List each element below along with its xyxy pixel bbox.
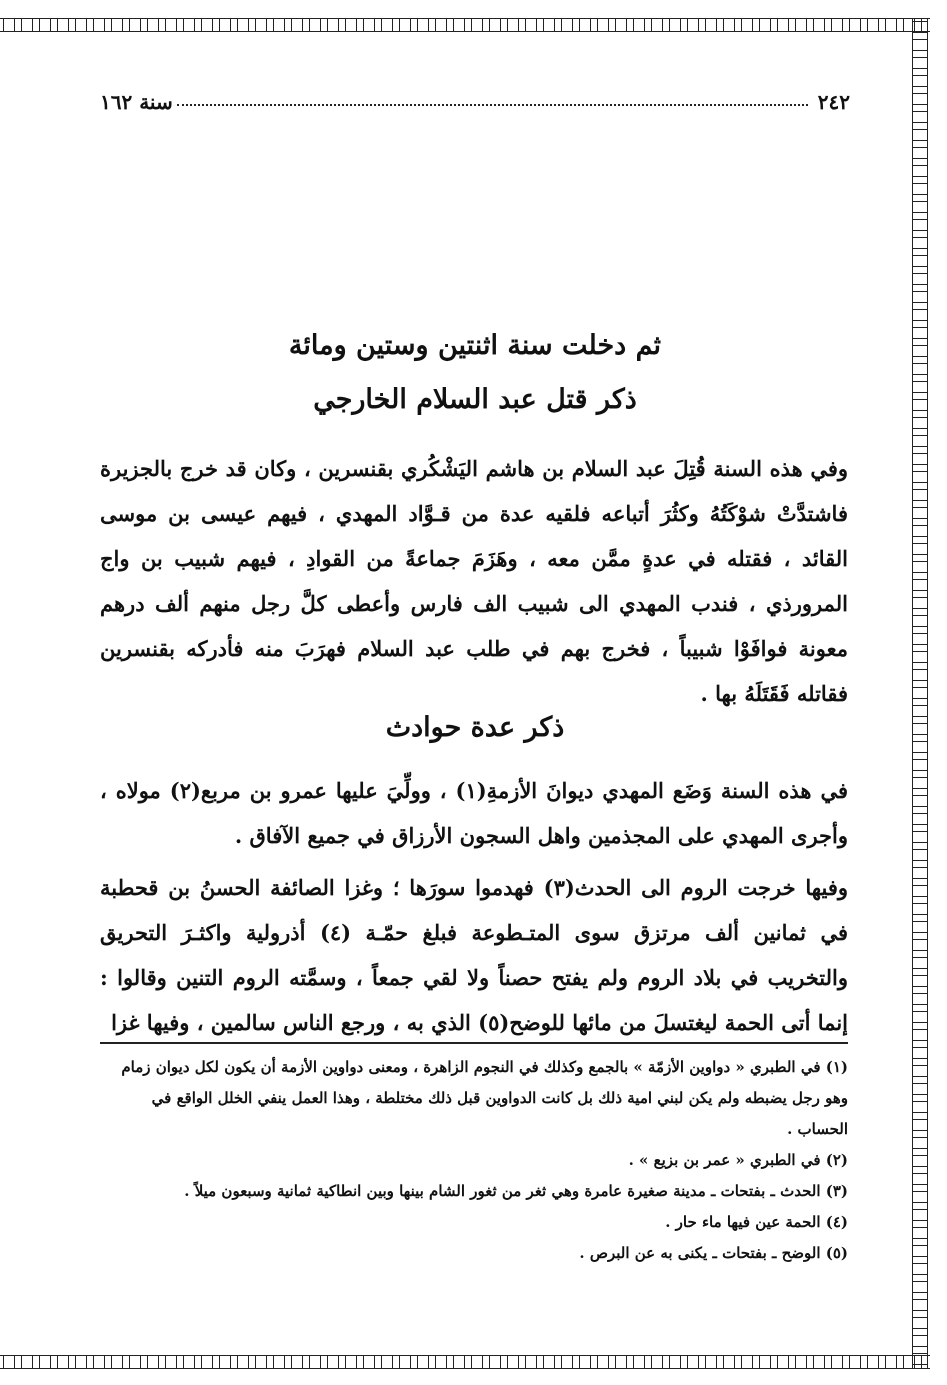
section-heading-1: ذكر قتل عبد السلام الخارجي (313, 384, 637, 415)
running-title: سنة ١٦٢ (100, 90, 173, 114)
running-header (100, 86, 850, 118)
page-number: ٢٤٢ (817, 90, 850, 114)
paragraph-3: وفيها خرجت الروم الى الحدث(٣) فهدموا سورَها ؛ وغزا الصائفة الحسنُ بن قحطبة في ثمانين ألف مرتزق سوى المتـطوعة فبلغ حمّـة (٤) أذرولية واكثـرَ التحريق والتخريب في بلاد الروم ولم يفتح حصناً ولا لقي جمعاً ، وسمَّته الروم التنين وقالوا : إنما أتى الحمة ليغتسلَ من مائها للوضح(٥) الذي به ، ورجع الناس سالمين ، وفيها غزا (100, 875, 849, 1035)
footnote-1: (١) في الطبري « دواوين الأزمّة » بالجمع وكذلك في النجوم الزاهرة ، ومعنى دواوين الأزمة أن يكون لكل ديوان زمام وهو رجل يضبطه ولم يكن لبني امية ذلك بل كانت الدواوين قبل ذلك مختلطة ، وهذا العمل ينفي الخلل الواقع في الحساب . (121, 1058, 848, 1138)
decorative-border-right (912, 18, 928, 1369)
paragraph-1: وفي هذه السنة قُتِلَ عبد السلام بن هاشم اليَشْكُري بقنسرين ، وكان قد خرج بالجزيرة فاشتدَّتْ شوْكَتُهُ وكثُرَ أتباعه فلقيه عدة من قـوَّاد المهدي ، فيهم عيسى بن موسى القائد ، فقتله في عدةٍ ممَّن معه ، وهَزَمَ جماعةً من القوادِ ، فيهم شبيب بن واج المرورذي ، فندب المهدي الى شبيب الف فارس وأعطى كلَّ رجل منهم ألف درهم معونة فوافَوْا شبيباً ، فخرج بهم في طلب عبد السلام فهرَبَ منه فأدركه بقنسرين فقاتله فَقَتَلَهُ بها . (100, 456, 848, 706)
footnote-4: (٤) الحمة عين فيها ماء حار . (665, 1213, 848, 1231)
footnote-5: (٥) الوضح ـ بفتحات ـ يكنى به عن البرص . (579, 1244, 848, 1262)
header-leader-dots (177, 104, 808, 106)
footnotes (100, 1052, 848, 1269)
footnote-2: (٢) في الطبري « عمر بن بزيع » . (628, 1151, 848, 1169)
year-title: ثم دخلت سنة اثنتين وستين ومائة (288, 330, 662, 361)
paragraph-2: في هذه السنة وَضَع المهدي ديوانَ الأزمةِ(١) ، وولِّيَ عليها عمرو بن مربع(٢) مولاه ، وأجرى المهدي على المجذمين واهل السجون الأرزاق في جميع الآفاق . (100, 778, 848, 848)
footnote-3: (٣) الحدث ـ بفتحات ـ مدينة صغيرة عامرة وهي ثغر من ثغور الشام بينها وبين انطاكية ثمانية وسبعون ميلاً . (184, 1182, 848, 1200)
decorative-border-top (0, 18, 930, 32)
section-heading-2: ذكر عدة حوادث (385, 712, 565, 743)
footnote-separator (100, 1042, 848, 1044)
decorative-border-bottom (0, 1355, 930, 1369)
